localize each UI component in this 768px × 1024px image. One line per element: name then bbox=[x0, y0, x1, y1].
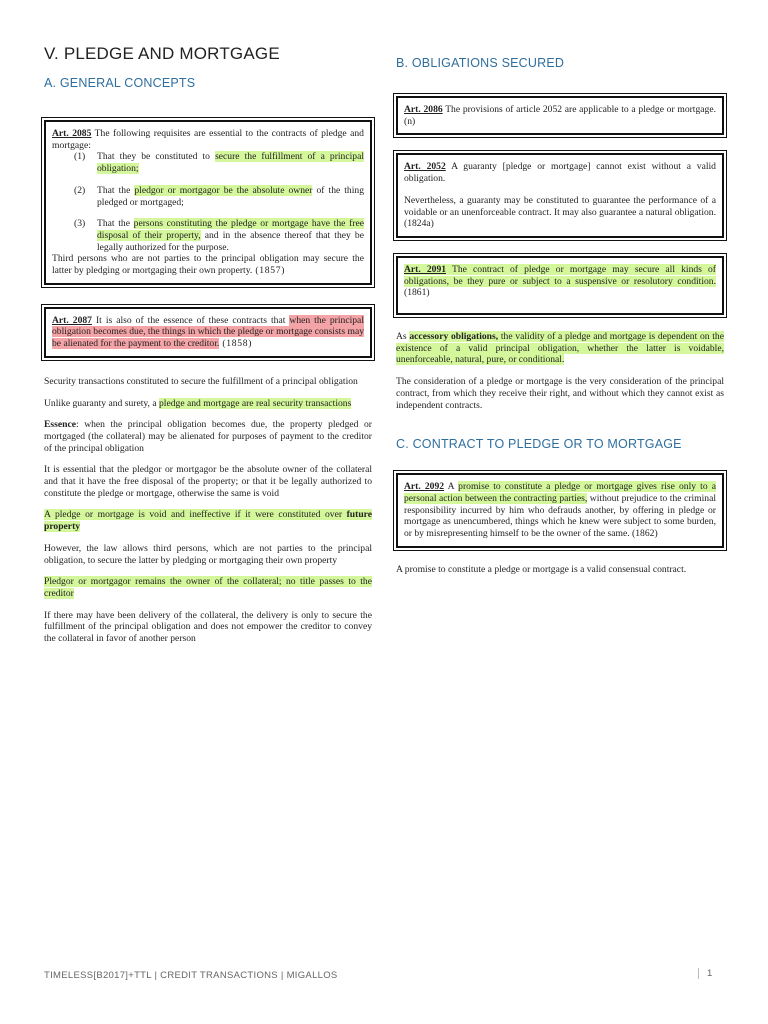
art-2085-label: Art. 2085 bbox=[52, 128, 92, 139]
note-essence bbox=[44, 419, 372, 454]
art-2087-text: It is also of the essence of these contracts that bbox=[91, 314, 290, 326]
art-2085-box bbox=[44, 120, 372, 285]
art-2052-box bbox=[396, 153, 724, 238]
requisite-2-text: That the bbox=[97, 184, 135, 196]
art-2086-label: Art. 2086 bbox=[404, 104, 443, 115]
right-notes-b bbox=[396, 331, 724, 411]
note-future-property-highlight: A pledge or mortgage is void and ineffective if it were constituted over bbox=[44, 509, 347, 521]
art-2092-text: without prejudice to the criminal responsibility incurred by him who defrauds another, by offering in pledge or mortgage as unencumbered, things which he knew were subject to some burden, or by misrepresenting himself to be the owner of the same. (1862) bbox=[404, 492, 716, 540]
art-2052-label: Art. 2052 bbox=[404, 161, 446, 173]
requisite-3-text: That the bbox=[97, 218, 134, 230]
requisite-3-text-end: and in the absence thereof that they be legally authorized for the purpose. bbox=[97, 229, 364, 253]
art-2052-text-2: Nevertheless, a guaranty may be constituted to guarantee the performance of a voidable or an unenforceable contract. It may also guarantee a natural obligation. (1824a) bbox=[404, 194, 716, 230]
requisite-2-number: (2) bbox=[74, 184, 86, 196]
note-absolute-owner: It is essential that the pledgor or mortgagor be the absolute owner of the collateral and that it have the free disposal of the property; or that it be legally authorized to constitute the pledge or mortgage, otherwise the same is void bbox=[44, 464, 372, 499]
requisite-1 bbox=[52, 151, 364, 174]
section-c-heading: C. CONTRACT TO PLEDGE OR TO MORTGAGE bbox=[396, 437, 682, 452]
note-future-property-term: future property bbox=[44, 509, 372, 533]
right-column bbox=[396, 56, 724, 585]
note-promise-consensual: A promise to constitute a pledge or mortgage is a valid consensual contract. bbox=[396, 563, 687, 575]
requisites-list bbox=[52, 151, 364, 253]
art-2087-highlight: when the principal obligation becomes due, the things in which the pledge or mortgage consists may be alienated for the payment to the creditor. bbox=[52, 314, 364, 350]
art-2052-text-1: A guaranty [pledge or mortgage] cannot exist without a valid obligation. bbox=[404, 161, 716, 185]
note-accessory-term: accessory obligations, bbox=[409, 331, 499, 343]
note-real-security-highlight: pledge and mortgage are real security transactions bbox=[159, 397, 352, 409]
art-2086-text: The provisions of article 2052 are applicable to a pledge or mortgage. (n) bbox=[404, 104, 716, 127]
footer-text: TIMELESS[B2017]+TTL | CREDIT TRANSACTIONS | MIGALLOS bbox=[44, 970, 338, 981]
left-column bbox=[44, 44, 372, 655]
art-2092-highlight: promise to constitute a pledge or mortgage gives rise only to a personal action between the contracting parties, bbox=[404, 481, 716, 504]
page-number: 1 bbox=[698, 968, 712, 979]
art-2085-tail: Third persons who are not parties to the principal obligation may secure the latter by pledging or mortgaging their own property. bbox=[52, 253, 364, 277]
art-2091-year: (1861) bbox=[404, 287, 430, 299]
art-2092-article: A bbox=[444, 481, 459, 493]
note-essence-text: : when the principal obligation becomes due, the property pledged or mortgaged (the collateral) may be alienated for purposes of payment to the creditor of the principal obligation bbox=[44, 419, 372, 454]
note-real-security-text: Unlike guaranty and surety, a bbox=[44, 397, 159, 409]
art-2091-highlight: The contract of pledge or mortgage may secure all kinds of obligations, be they pure or subject to a suspensive or resolutory condition. bbox=[404, 263, 716, 287]
note-accessory-text: As bbox=[396, 331, 410, 343]
requisite-1-text: That they be constituted to bbox=[97, 151, 216, 163]
page-title: V. PLEDGE AND MORTGAGE bbox=[44, 44, 280, 63]
section-b-heading: B. OBLIGATIONS SECURED bbox=[396, 56, 565, 70]
note-delivery: If there may have been delivery of the collateral, the delivery is only to secure the fulfillment of the principal obligation and does not empower the creditor to convey the collateral in favor of another person bbox=[44, 609, 372, 645]
art-2085-year: (1857) bbox=[252, 265, 286, 277]
note-owner-retains-highlight: Pledgor or mortgagor remains the owner of the collateral; no title passes to the creditor bbox=[44, 576, 372, 599]
art-2087-label: Art. 2087 bbox=[52, 314, 92, 326]
requisite-1-number: (1) bbox=[74, 151, 86, 163]
art-2092-box bbox=[396, 473, 724, 548]
note-real-security bbox=[44, 398, 372, 410]
requisite-3 bbox=[52, 218, 364, 253]
note-security-transactions: Security transactions constituted to secure the fulfillment of a principal obligation bbox=[44, 375, 358, 387]
art-2087-year: (1858) bbox=[219, 338, 253, 350]
note-essence-term: Essence bbox=[44, 419, 76, 431]
requisite-3-highlight: persons constituting the pledge or mortgage have the free disposal of their property, bbox=[97, 218, 364, 241]
requisite-2 bbox=[52, 185, 364, 208]
art-2086-box bbox=[396, 96, 724, 135]
art-2085-intro: The following requisites are essential to the contracts of pledge and mortgage: bbox=[52, 128, 364, 151]
note-owner-retains bbox=[44, 576, 372, 599]
art-2092-label: Art. 2092 bbox=[404, 481, 445, 493]
requisite-2-highlight: pledgor or mortgagor be the absolute owner bbox=[134, 184, 313, 196]
requisite-2-text-end: of the thing pledged or mortgaged; bbox=[97, 184, 364, 208]
note-third-persons: However, the law allows third persons, which are not parties to the principal obligation, to secure the latter by pledging or mortgaging their own property bbox=[44, 542, 372, 566]
section-a-heading: A. GENERAL CONCEPTS bbox=[44, 76, 196, 90]
art-2087-box bbox=[44, 307, 372, 358]
note-future-property bbox=[44, 509, 372, 532]
note-accessory-highlight: the validity of a pledge and mortgage is dependent on the existence of a valid principal obligation, whether the latter is voidable, unenforceable, natural, pure, or conditional. bbox=[396, 331, 724, 366]
note-accessory bbox=[396, 331, 724, 366]
art-2091-label: Art. 2091 bbox=[404, 263, 447, 275]
requisite-1-highlight: secure the fulfillment of a principal obligation; bbox=[97, 151, 364, 175]
art-2091-box bbox=[396, 256, 724, 315]
requisite-3-number: (3) bbox=[74, 218, 86, 230]
note-consideration: The consideration of a pledge or mortgage is the very consideration of the principal contract, from which they receive their right, and without which they cannot exist as independent contracts. bbox=[396, 376, 724, 411]
left-notes bbox=[44, 376, 372, 645]
